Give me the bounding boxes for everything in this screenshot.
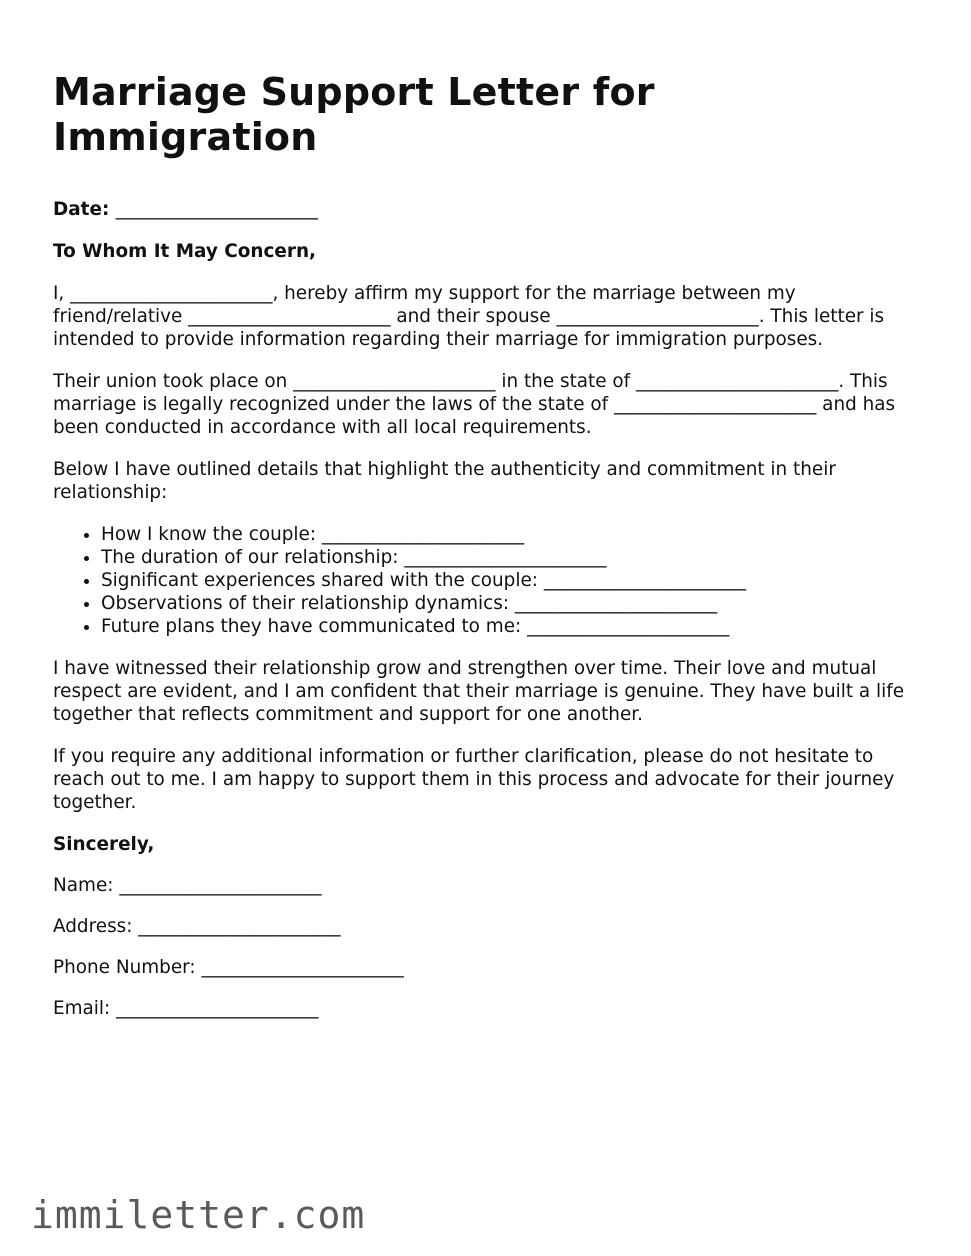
date-blank: ______________________	[115, 199, 318, 220]
date-label: Date:	[53, 199, 110, 220]
list-item-blank: ______________________	[404, 547, 607, 568]
list-item-blank: ______________________	[321, 524, 525, 545]
site-watermark: immiletter.com	[31, 1193, 366, 1237]
intro-part-4: . This letter is intended to provide information regarding their marriage for immigration purposes.	[53, 306, 885, 350]
signature-email-blank: ______________________	[116, 998, 319, 1019]
intro-part-1: I,	[53, 283, 65, 304]
list-item-blank: ______________________	[543, 570, 747, 591]
intro-part-3: and their spouse	[396, 306, 551, 327]
list-item	[101, 615, 923, 638]
writer-name-blank: ______________________	[70, 283, 273, 304]
list-item	[101, 569, 923, 592]
signature-address-blank: ______________________	[138, 916, 341, 937]
intro-part-2: , hereby affirm my support for the marriage between my friend/relative	[53, 283, 796, 327]
list-item-blank: ______________________	[514, 593, 718, 614]
date-line	[53, 198, 923, 221]
union-part-2: in the state of	[501, 371, 631, 392]
signature-phone-blank: ______________________	[201, 957, 404, 978]
union-state-blank: ______________________	[636, 371, 839, 392]
details-list	[53, 523, 923, 638]
signature-name-line	[53, 874, 923, 897]
list-item	[101, 546, 923, 569]
signature-name-blank: ______________________	[119, 875, 322, 896]
closing: Sincerely,	[53, 834, 155, 855]
union-part-4: and has been conducted in accordance with all local requirements.	[53, 394, 896, 438]
letter-document	[53, 64, 923, 1020]
list-item	[101, 523, 923, 546]
list-item	[101, 592, 923, 615]
list-item-blank: ______________________	[527, 616, 730, 637]
list-item-label: Observations of their relationship dynamics:	[101, 593, 510, 614]
details-intro: Below I have outlined details that highlight the authenticity and commitment in their relationship:	[53, 459, 836, 503]
list-item-label: Significant experiences shared with the couple:	[101, 570, 538, 591]
signature-email-label: Email:	[53, 998, 111, 1019]
salutation: To Whom It May Concern,	[53, 241, 317, 262]
signature-name-label: Name:	[53, 875, 114, 896]
signature-address-line	[53, 915, 923, 938]
signature-email-line	[53, 997, 923, 1020]
intro-paragraph	[53, 282, 923, 351]
signature-address-label: Address:	[53, 916, 133, 937]
contact-paragraph: If you require any additional information or further clarification, please do not hesitate to reach out to me. I am happy to support them in this process and advocate for their journey together.	[53, 746, 895, 813]
witness-paragraph: I have witnessed their relationship grow and strengthen over time. Their love and mutual respect are evident, and I am confident that their marriage is genuine. They have built a life together that reflects commitment and support for one another.	[53, 658, 905, 725]
union-part-3: . This marriage is legally recognized under the laws of the state of	[53, 371, 888, 415]
union-date-blank: ______________________	[293, 371, 496, 392]
spouse-name-blank: ______________________	[556, 306, 759, 327]
recognized-state-blank: ______________________	[614, 394, 817, 415]
signature-phone-line	[53, 956, 923, 979]
list-item-label: Future plans they have communicated to me:	[101, 616, 522, 637]
list-item-label: How I know the couple:	[101, 524, 317, 545]
page-title: Marriage Support Letter for Immigration	[53, 70, 655, 159]
friend-name-blank: ______________________	[188, 306, 391, 327]
union-paragraph	[53, 370, 923, 439]
list-item-label: The duration of our relationship:	[101, 547, 399, 568]
signature-phone-label: Phone Number:	[53, 957, 196, 978]
union-part-1: Their union took place on	[53, 371, 288, 392]
